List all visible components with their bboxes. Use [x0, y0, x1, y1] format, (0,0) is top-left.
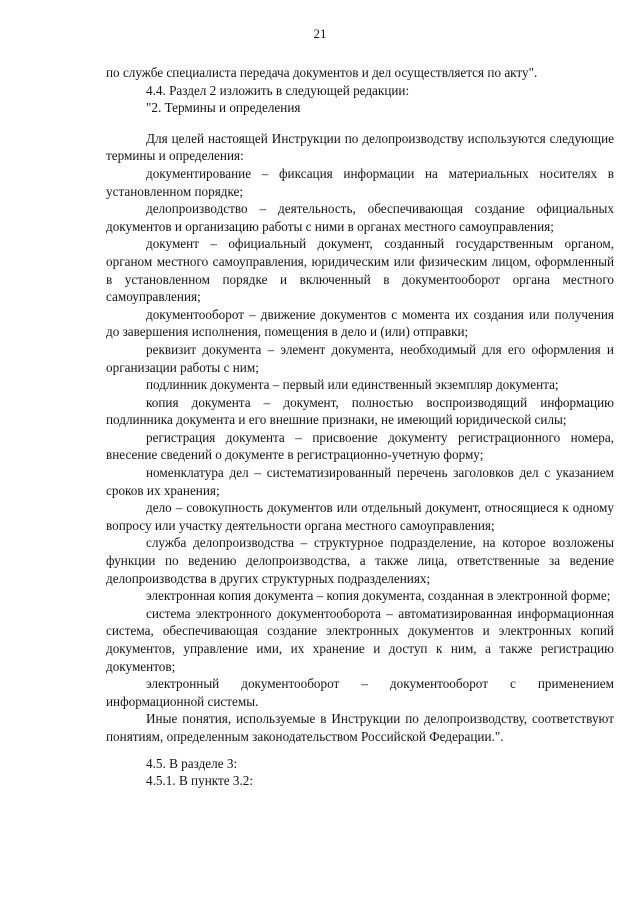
paragraph-continuation: по службе специалиста передача документов и дел осуществляется по акту". — [106, 65, 538, 80]
term-document: документ – официальный документ, созданный государственным органом, органом местного самоуправления, юридическим или физическим лицом, оформленный в установленном порядке и включенный в документооборот органа местного самоуправления; — [106, 236, 614, 305]
term-requisite: реквизит документа – элемент документа, необходимый для его оформления и организации работы с ним; — [106, 341, 614, 375]
term-records-management: делопроизводство – деятельность, обеспечивающая создание официальных документов и организацию работы с ними в органах местного самоуправления; — [106, 201, 614, 234]
paragraph-intro: Для целей настоящей Инструкции по делопроизводству используются следующие термины и определения: — [106, 130, 614, 164]
term-file-nomenclature: номенклатура дел – систематизированный перечень заголовков дел с указанием сроков их хранения; — [106, 465, 614, 498]
term-document-flow: документооборот – движение документов с момента их создания или получения до завершения исполнения, помещения в дело и (или) отправки; — [106, 306, 614, 340]
term-file: дело – совокупность документов или отдельный документ, относящиеся к одному вопросу или участку деятельности органа местного самоуправления; — [106, 500, 614, 533]
page-number: 21 — [313, 26, 327, 41]
term-documenting: документирование – фиксация информации на материальных носителях в установленном порядке; — [106, 165, 614, 199]
term-records-service: служба делопроизводства – структурное подразделение, на которое возложены функции по ведению делопроизводства, а также лица, ответственные за ведение делопроизводства в других структурных подразделениях; — [106, 535, 614, 586]
term-edms: система электронного документооборота – автоматизированная информационная система, обеспечивающая создание электронных документов и электронных копий документов, управление ими, их хранение и доступ к ним, а также регистрацию документов; — [106, 605, 614, 674]
term-electronic-document-flow: электронный документооборот – документооборот с применением информационной системы. — [106, 676, 614, 709]
term-registration: регистрация документа – присвоение документу регистрационного номера, внесение сведений о документе в регистрационно-учетную форму; — [106, 429, 614, 463]
term-copy: копия документа – документ, полностью воспроизводящий информацию подлинника документа и его внешние признаки, не имеющий юридической силы; — [106, 394, 614, 428]
document-body — [106, 64, 614, 790]
term-original: подлинник документа – первый или единственный экземпляр документа; — [146, 377, 559, 393]
term-electronic-copy: электронная копия документа – копия документа, созданная в электронной форме; — [146, 588, 611, 604]
paragraph-other-terms: Иные понятия, используемые в Инструкции по делопроизводству, соответствуют понятиям, определенным законодательством Российской Федерации.". — [106, 711, 614, 744]
paragraph-section-4-5: 4.5. В разделе 3: — [146, 755, 238, 771]
section-heading-terms: "2. Термины и определения — [146, 100, 301, 116]
paragraph-section-4-5-1: 4.5.1. В пункте 3.2: — [146, 773, 254, 789]
paragraph-section-4-4: 4.4. Раздел 2 изложить в следующей редакции: — [146, 82, 410, 98]
